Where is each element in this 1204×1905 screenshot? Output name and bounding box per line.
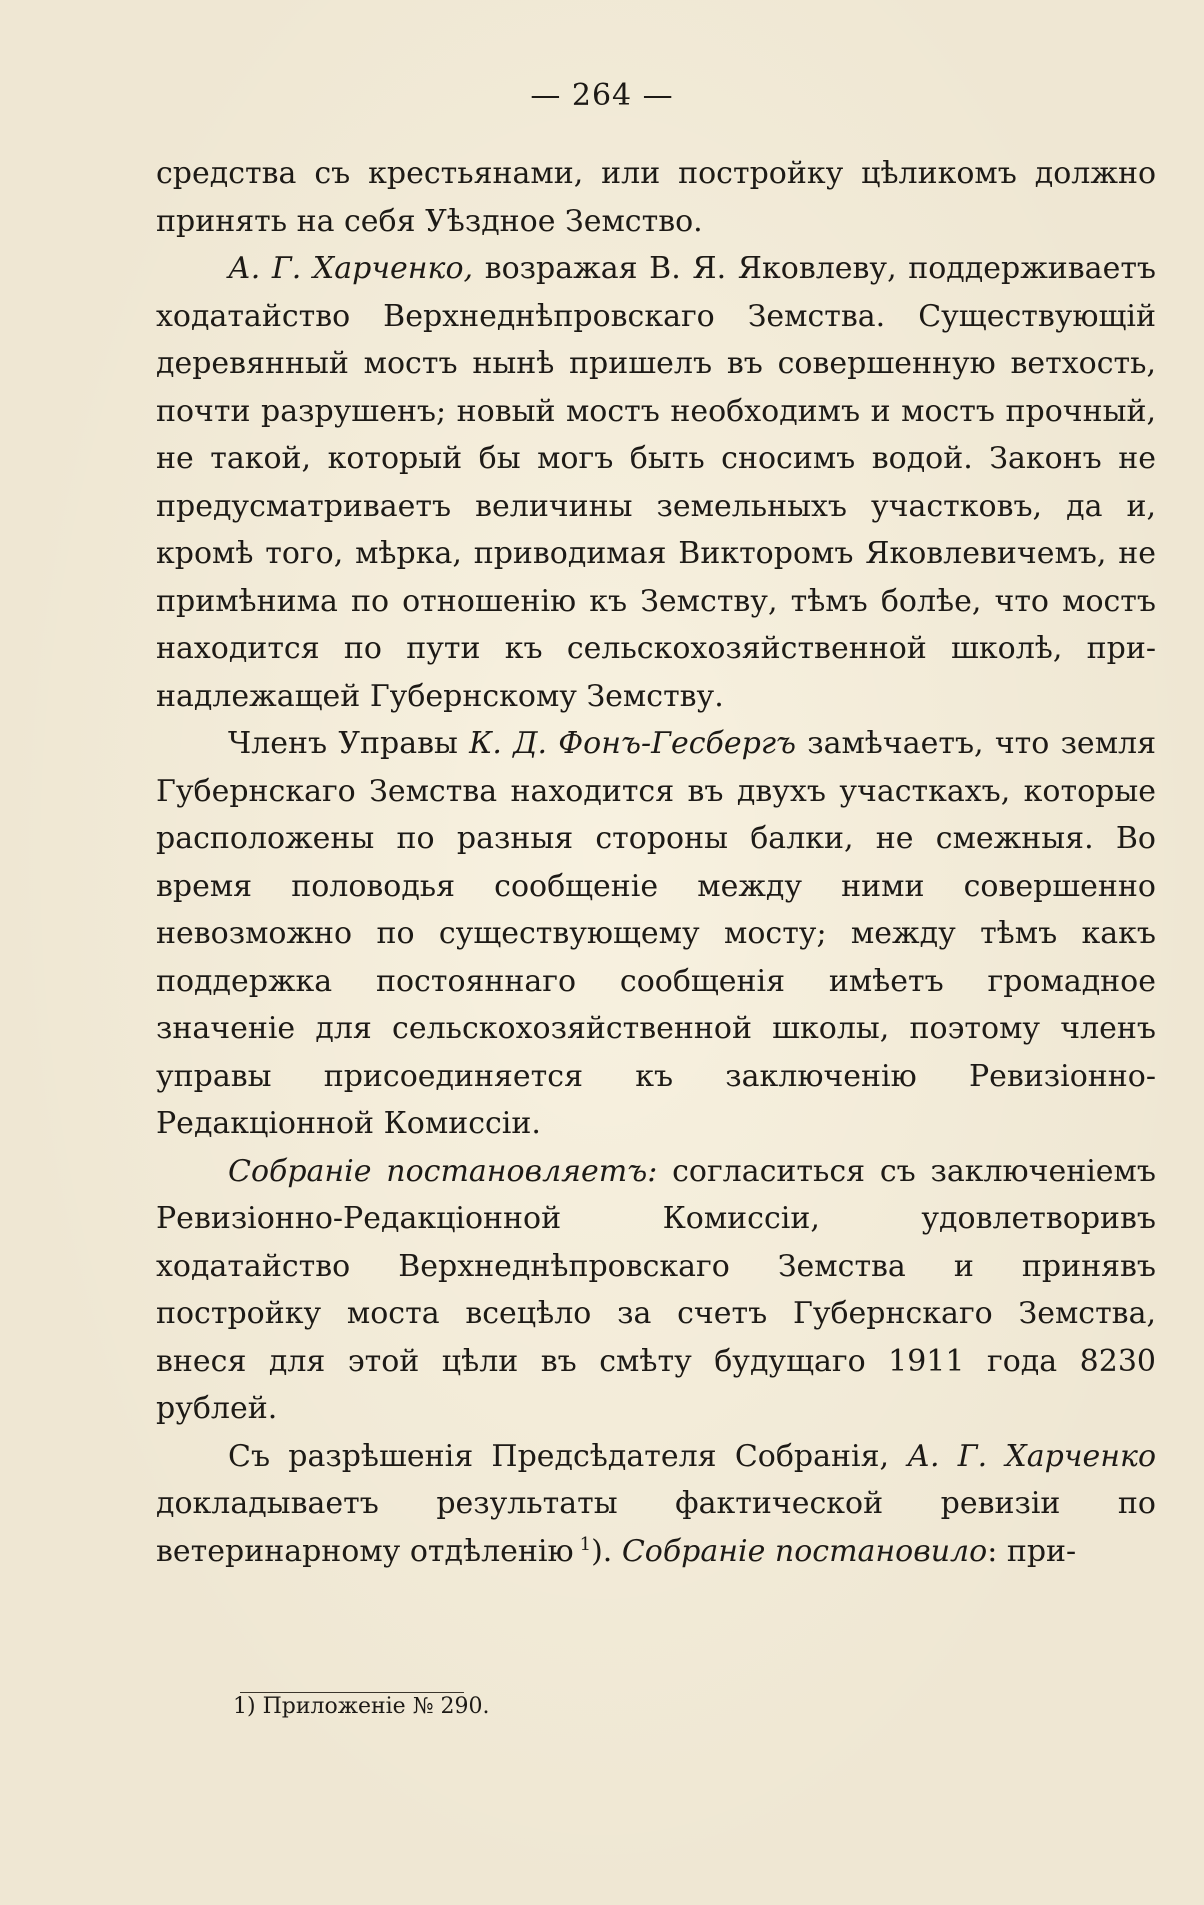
footnote: 1) Приложеніе № 290.	[233, 1694, 490, 1719]
paragraph-3-lead: Членъ Управы	[228, 726, 470, 761]
paragraph-5-text: докладываетъ результаты фактической ревизіи по ветеринарному отдѣленію	[156, 1486, 1156, 1569]
paragraph-5-lead: Съ разрѣшенія Предсѣдателя Собранія,	[228, 1438, 908, 1474]
body-text	[156, 150, 1156, 1575]
paragraph-3	[156, 720, 1156, 1148]
speaker-name: А. Г. Харченко	[907, 1438, 1156, 1474]
paragraph-5	[156, 1433, 1156, 1576]
speaker-name: А. Г. Харченко,	[228, 251, 474, 286]
paragraph-4	[156, 1148, 1156, 1433]
paragraph-2-text: возражая В. Я. Яковлеву, поддерживаетъ ходатайство Верхнеднѣпровскаго Земства. Существующій деревянный мостъ нынѣ пришелъ въ совершенную ветхость, почти разрушенъ; новый мостъ необходимъ и мостъ прочный, не такой, который бы могъ быть сносимъ водой. Законъ не предусматриваетъ величины земельныхъ участковъ, да и, кромѣ того, мѣрка, приводимая Викторомъ Яковлевичемъ, не примѣнима по отношенію къ Земству, тѣмъ болѣе, что мостъ находится по пути къ сельскохозяйственной школѣ, принадлежащей Губернскому Земству.	[156, 251, 1157, 714]
resolution-lead: Собраніе постановляетъ:	[228, 1153, 658, 1189]
paragraph-1: средства съ крестьянами, или постройку цѣликомъ должно принять на себя Уѣздное Земство.	[156, 156, 1156, 239]
footnote-ref: 1	[579, 1533, 592, 1555]
page-number: — 264 —	[530, 78, 674, 113]
paragraph-3-text: замѣчаетъ, что земля Губернскаго Земства находится въ двухъ участкахъ, которые расположены по разныя стороны балки, не смежныя. Во время половодья сообщеніе между ними совершенно невозможно по существующему мосту; между тѣмъ какъ поддержка постояннаго сообщенія имѣетъ громадное значеніе для сельскохозяйственной школы, поэтому членъ управы присоединяется къ заключенію Ревизіонно-Редакціонной Комиссіи.	[156, 726, 1157, 1141]
paragraph-5-tail: ).	[591, 1533, 622, 1569]
speaker-name: К. Д. Фонъ-Гесбергъ	[469, 726, 796, 761]
paragraph-4-text: согласиться съ заключеніемъ Ревизіонно-Редакціонной Комиссіи, удовлетворивъ ходатайство Верхнеднѣпровскаго Земства и принявъ постройку моста всецѣло за счетъ Губернскаго Земства, внеся для этой цѣли въ смѣту будущаго 1911 года 8230 рублей.	[156, 1153, 1156, 1426]
paragraph-2	[156, 245, 1156, 720]
resolution-lead: Собраніе постановило	[621, 1533, 988, 1569]
paragraph-5-end: : при-	[987, 1533, 1077, 1569]
